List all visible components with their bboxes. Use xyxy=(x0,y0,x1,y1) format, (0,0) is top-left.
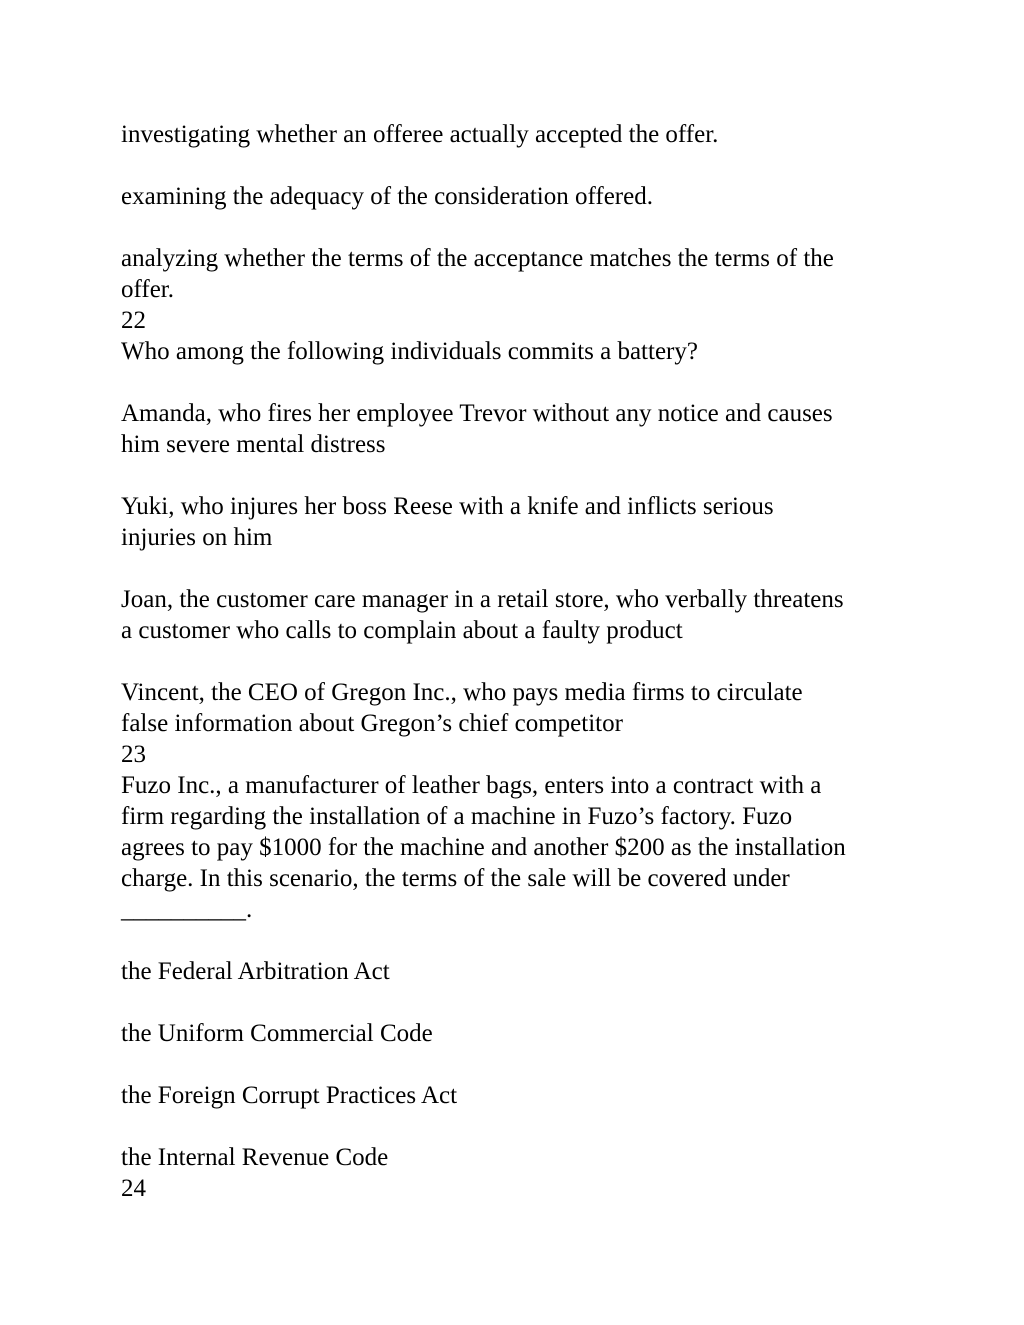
q23-option-3: the Foreign Corrupt Practices Act xyxy=(121,1082,458,1109)
document-page xyxy=(121,119,911,1204)
question-number-24: 24 xyxy=(121,1175,146,1202)
spacer xyxy=(121,987,911,1018)
q22-option-4-line-2: false information about Gregon’s chief competitor xyxy=(121,710,623,737)
q22-option-3-line-1: Joan, the customer care manager in a retail store, who verbally threatens xyxy=(121,586,844,613)
spacer xyxy=(121,460,911,491)
question-23-line-3: agrees to pay $1000 for the machine and another $200 as the installation xyxy=(121,834,846,861)
spacer xyxy=(121,553,911,584)
question-23-line-4: charge. In this scenario, the terms of the sale will be covered under xyxy=(121,865,790,892)
spacer xyxy=(121,150,911,181)
q22-option-4-line-1: Vincent, the CEO of Gregon Inc., who pays media firms to circulate xyxy=(121,679,803,706)
q23-option-1: the Federal Arbitration Act xyxy=(121,958,390,985)
spacer xyxy=(121,367,911,398)
question-23-line-2: firm regarding the installation of a machine in Fuzo’s factory. Fuzo xyxy=(121,803,793,830)
prev-option-1: investigating whether an offeree actually accepted the offer. xyxy=(121,121,719,148)
q22-option-2-line-1: Yuki, who injures her boss Reese with a knife and inflicts serious xyxy=(121,493,774,520)
spacer xyxy=(121,925,911,956)
question-23-line-5: __________. xyxy=(121,896,253,923)
q22-option-2-line-2: injuries on him xyxy=(121,524,273,551)
spacer xyxy=(121,646,911,677)
question-23-line-1: Fuzo Inc., a manufacturer of leather bags, enters into a contract with a xyxy=(121,772,822,799)
prev-option-3-line-1: analyzing whether the terms of the acceptance matches the terms of the xyxy=(121,245,834,272)
spacer xyxy=(121,1111,911,1142)
q22-option-3-line-2: a customer who calls to complain about a faulty product xyxy=(121,617,683,644)
q22-option-1-line-1: Amanda, who fires her employee Trevor without any notice and causes xyxy=(121,400,833,427)
spacer xyxy=(121,212,911,243)
prev-option-3-line-2: offer. xyxy=(121,276,174,303)
q23-option-4: the Internal Revenue Code xyxy=(121,1144,389,1171)
q22-option-1-line-2: him severe mental distress xyxy=(121,431,386,458)
spacer xyxy=(121,1049,911,1080)
prev-option-2: examining the adequacy of the consideration offered. xyxy=(121,183,653,210)
question-number-23: 23 xyxy=(121,741,146,768)
question-22-text: Who among the following individuals commits a battery? xyxy=(121,338,698,365)
question-number-22: 22 xyxy=(121,307,146,334)
q23-option-2: the Uniform Commercial Code xyxy=(121,1020,433,1047)
